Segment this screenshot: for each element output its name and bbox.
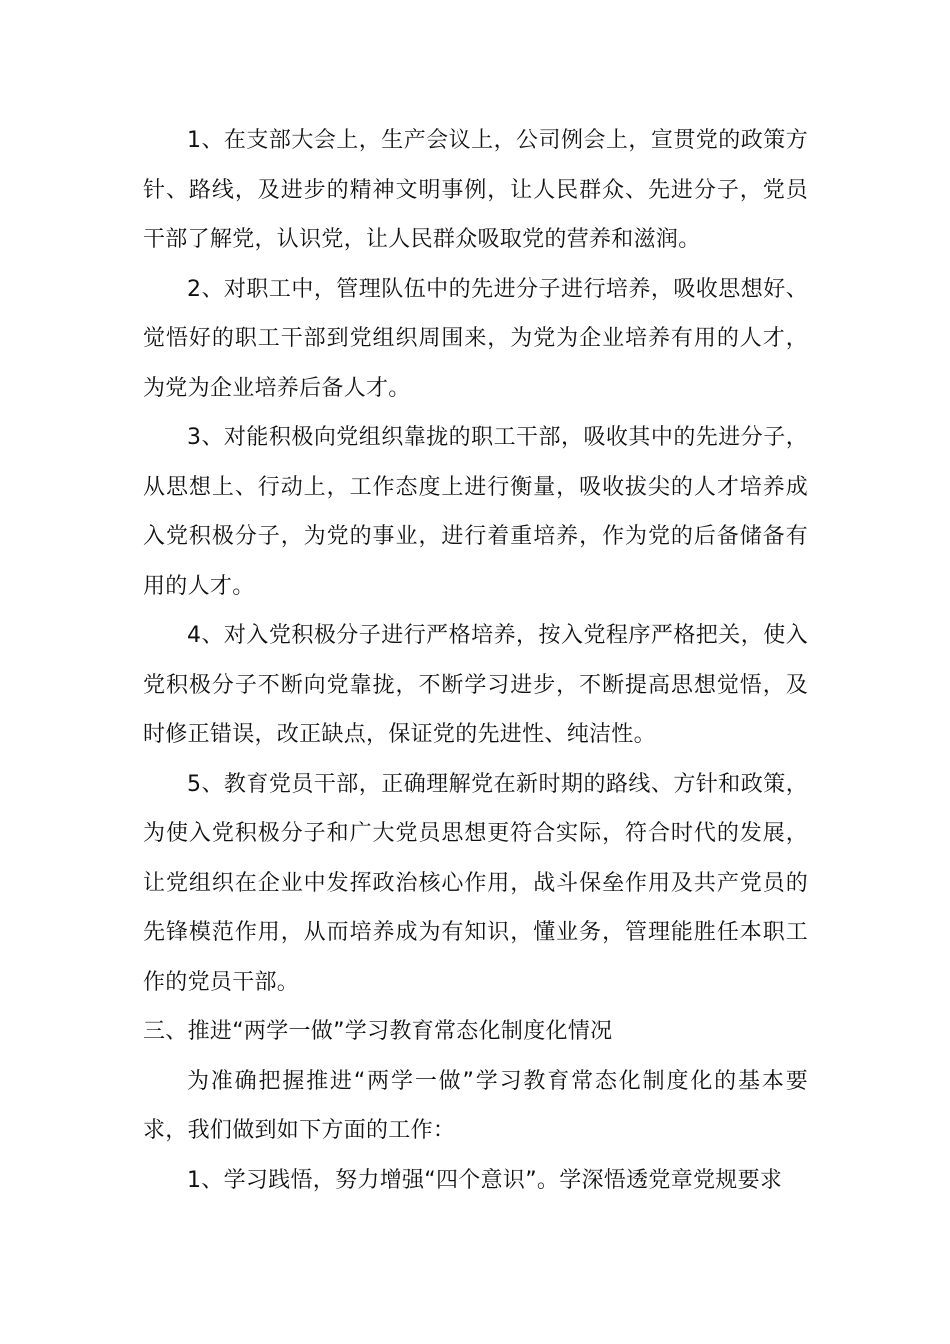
paragraph-intro: 为准确把握推进“两学一做”学习教育常态化制度化的基本要求，我们做到如下方面的工作： xyxy=(143,1068,808,1143)
paragraph-item-5: 5、教育党员干部，正确理解党在新时期的路线、方针和政策，为使入党积极分子和广大党员思想更符合实际，符合时代的发展，让党组织在企业中发挥政治核心作用，战斗保垒作用及共产党员的先锋模范作用，从而培养成为有知识，懂业务，管理能胜任本职工作的党员干部。 xyxy=(143,771,808,995)
paragraph-item-3: 3、对能积极向党组织靠拢的职工干部，吸收其中的先进分子，从思想上、行动上，工作态度上进行衡量，吸收拔尖的人才培养成入党积极分子，为党的事业，进行着重培养，作为党的后备储备有用的人才。 xyxy=(143,425,808,599)
paragraph-item-1: 1、在支部大会上，生产会议上，公司例会上，宣贯党的政策方针、路线，及进步的精神文明事例，让人民群众、先进分子，党员干部了解党，认识党，让人民群众吸取党的营养和滋润。 xyxy=(143,128,808,252)
section-heading: 三、推进“两学一做”学习教育常态化制度化情况 xyxy=(143,1019,613,1044)
paragraph-study-item-1: 1、学习践悟，努力增强“四个意识”。学深悟透党章党规要求 xyxy=(187,1167,783,1193)
paragraph-item-4: 4、对入党积极分子进行严格培养，按入党程序严格把关，使入党积极分子不断向党靠拢，不断学习进步，不断提高思想觉悟，及时修正错误，改正缺点，保证党的先进性、纯洁性。 xyxy=(143,623,808,747)
document-body xyxy=(143,116,808,1205)
paragraph-item-2: 2、对职工中，管理队伍中的先进分子进行培养，吸收思想好、觉悟好的职工干部到党组织周围来，为党为企业培养有用的人才，为党为企业培养后备人才。 xyxy=(143,276,808,401)
